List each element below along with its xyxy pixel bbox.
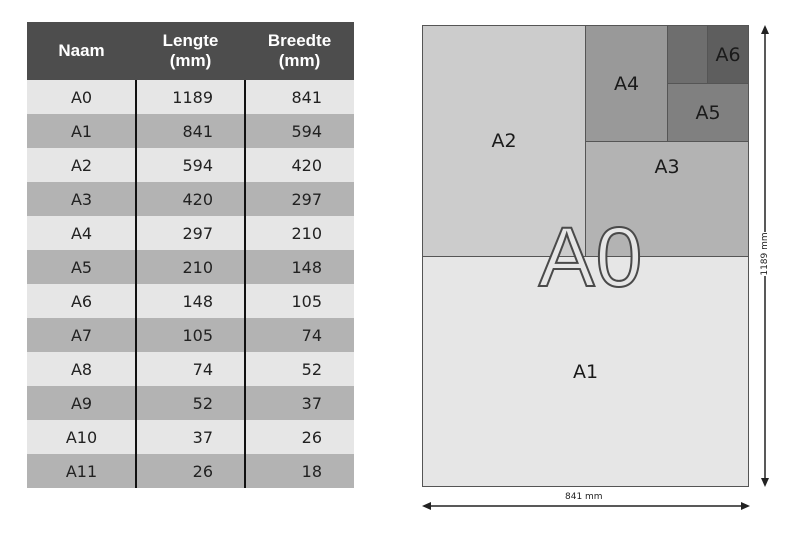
table-row: [27, 284, 354, 318]
table-row: [27, 216, 354, 250]
header-width: Breedte (mm): [267, 31, 332, 70]
sheet-a2-label: A2: [491, 130, 517, 152]
table-row: [27, 420, 354, 454]
header-name: Naam: [58, 41, 105, 60]
sheet-a6-label: A6: [715, 43, 741, 66]
cell-width: 74: [301, 325, 322, 345]
cell-width: 297: [291, 189, 322, 209]
cell-length: 297: [182, 223, 213, 243]
cell-length: 52: [192, 393, 213, 413]
paper-size-table: [27, 22, 354, 488]
sheet-a3-label: A3: [654, 156, 680, 178]
cell-length: 148: [182, 291, 213, 311]
width-arrow-right-head: [741, 502, 750, 510]
cell-length: 420: [182, 189, 213, 209]
cell-width: 37: [301, 393, 322, 413]
height-arrow-top-head: [761, 25, 769, 34]
width-arrow-left-head: [422, 502, 431, 510]
sheet-a6: [707, 25, 749, 84]
cell-length: 26: [192, 461, 213, 481]
width-dimension-label: 841 mm: [562, 492, 606, 502]
cell-name: A3: [70, 189, 93, 209]
cell-width: 18: [301, 461, 322, 481]
cell-width: 52: [301, 359, 322, 379]
sheet-a4: [585, 25, 668, 142]
column-divider: [244, 80, 246, 488]
table-row: [27, 386, 354, 420]
sheet-a7: [667, 25, 708, 84]
cell-name: A5: [70, 257, 93, 277]
cell-name: A11: [65, 461, 98, 481]
cell-name: A10: [65, 427, 98, 447]
header-length: Lengte (mm): [162, 31, 219, 70]
cell-length: 594: [182, 155, 213, 175]
cell-length: 210: [182, 257, 213, 277]
cell-length: 841: [182, 121, 213, 141]
table-row: [27, 352, 354, 386]
table-header: [27, 22, 354, 80]
height-arrow-bottom-head: [761, 478, 769, 487]
column-divider: [135, 80, 137, 488]
table-row: [27, 250, 354, 284]
sheet-a1-label: A1: [572, 360, 599, 383]
cell-length: 1189: [172, 87, 213, 107]
cell-width: 148: [291, 257, 322, 277]
cell-name: A2: [70, 155, 93, 175]
cell-width: 210: [291, 223, 322, 243]
sheet-a5-label: A5: [695, 101, 721, 124]
cell-length: 105: [182, 325, 213, 345]
cell-name: A4: [70, 223, 93, 243]
cell-width: 594: [291, 121, 322, 141]
cell-name: A6: [70, 291, 93, 311]
table-row: [27, 318, 354, 352]
sheet-a5: [667, 83, 749, 142]
cell-width: 420: [291, 155, 322, 175]
cell-name: A0: [70, 87, 93, 107]
cell-length: 37: [192, 427, 213, 447]
table-row: [27, 454, 354, 488]
table-row: [27, 148, 354, 182]
cell-length: 74: [192, 359, 213, 379]
cell-width: 841: [291, 87, 322, 107]
height-dimension-label: 1189 mm: [760, 232, 770, 276]
cell-name: A1: [70, 121, 93, 141]
table-row: [27, 182, 354, 216]
cell-name: A8: [70, 359, 93, 379]
cell-width: 26: [301, 427, 322, 447]
cell-name: A9: [70, 393, 93, 413]
sheet-a0-label: A0: [538, 210, 644, 304]
cell-name: A7: [70, 325, 93, 345]
cell-width: 105: [291, 291, 322, 311]
sheet-a4-label: A4: [613, 73, 640, 95]
table-body: [27, 80, 354, 488]
table-row: [27, 114, 354, 148]
table-row: [27, 80, 354, 114]
